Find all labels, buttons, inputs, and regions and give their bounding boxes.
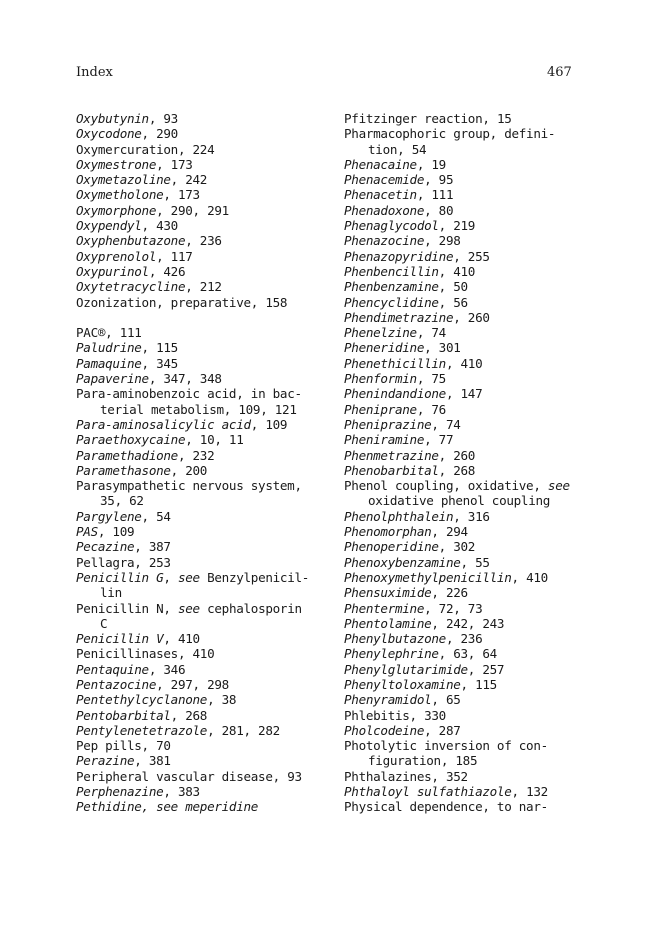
index-term: Phenformin xyxy=(344,371,417,387)
index-term: Oxytetracycline xyxy=(76,279,186,295)
index-pages: , 297, 298 xyxy=(156,676,229,692)
index-entry xyxy=(76,111,336,126)
see-target: cephalosporin xyxy=(199,600,302,616)
index-entry xyxy=(76,539,336,554)
index-pages: , 132 xyxy=(511,784,548,800)
index-entry xyxy=(344,769,614,784)
index-entry xyxy=(76,662,336,677)
index-term: Ozonization, preparative xyxy=(76,294,251,310)
index-pages: , 281, 282 xyxy=(207,722,280,738)
index-term: Phenadoxone xyxy=(344,202,425,218)
index-pages: , 80 xyxy=(424,202,454,218)
index-entry xyxy=(76,218,336,233)
index-term: Phenylephrine xyxy=(344,646,439,662)
index-entry xyxy=(76,784,336,799)
index-term: Phenethicillin xyxy=(344,355,446,371)
index-term: Phenoxybenzamine xyxy=(344,554,461,570)
index-pages: , 242, 243 xyxy=(431,615,505,631)
index-term: Phentolamine xyxy=(344,615,432,631)
index-entry-continuation: 35, 62 xyxy=(100,493,144,509)
index-pages: , 410 xyxy=(177,646,215,662)
index-pages: , 290 xyxy=(141,126,178,142)
index-entry xyxy=(76,187,336,202)
index-term: Parasympathetic nervous system xyxy=(76,478,295,494)
index-term: Paludrine xyxy=(76,340,142,356)
index-entry xyxy=(344,585,614,600)
index-pages: , 70 xyxy=(141,738,171,754)
index-entry xyxy=(76,203,336,218)
index-entry xyxy=(76,325,336,340)
index-term: Pentylenetetrazole xyxy=(76,722,208,738)
index-entry xyxy=(344,417,614,432)
index-entry xyxy=(76,448,336,463)
index-entry xyxy=(76,386,336,417)
index-pages: , xyxy=(163,569,178,585)
index-pages: , 268 xyxy=(170,707,208,723)
index-pages: , 426 xyxy=(148,263,186,279)
index-entry xyxy=(344,539,614,554)
index-entry xyxy=(76,279,336,294)
index-entry xyxy=(76,142,336,157)
index-entry xyxy=(344,279,614,294)
index-pages: , 72, 73 xyxy=(424,600,483,616)
index-pages: , 236 xyxy=(445,631,483,647)
index-entry xyxy=(344,662,614,677)
index-entry xyxy=(344,386,614,401)
index-term: Phthalazines xyxy=(344,768,432,784)
index-entry xyxy=(76,723,336,738)
index-entry-continuation: tion, 54 xyxy=(368,141,427,157)
index-entry xyxy=(344,692,614,707)
index-pages: , 287 xyxy=(424,722,461,738)
index-entry xyxy=(76,126,336,141)
index-term: Physical dependence, to nar- xyxy=(344,799,548,815)
index-pages: , 226 xyxy=(431,585,468,601)
index-term: Pep pills xyxy=(76,738,142,754)
index-term: Phlebitis xyxy=(344,707,410,723)
index-term: Phentermine xyxy=(344,600,425,616)
index-term: Phenacaine xyxy=(344,156,417,172)
index-term: Oxymercuration xyxy=(76,141,178,157)
index-entry-continuation: terial metabolism, 109, 121 xyxy=(100,401,297,417)
index-pages: , 255 xyxy=(453,248,490,264)
index-pages: , 74 xyxy=(431,416,461,432)
index-pages: , 93 xyxy=(148,111,178,126)
index-term: Perphenazine xyxy=(76,784,164,800)
index-pages: , 430 xyxy=(141,218,178,234)
index-term: Phenaglycodol xyxy=(344,218,439,234)
index-entry xyxy=(344,677,614,692)
index-term: Phendimetrazine xyxy=(344,309,454,325)
index-entry xyxy=(76,509,336,524)
index-pages: , 111 xyxy=(105,325,142,341)
index-term: Oxymorphone xyxy=(76,202,157,218)
index-pages: , 95 xyxy=(424,172,454,188)
index-term: Phenbencillin xyxy=(344,263,439,279)
index-pages: , 19 xyxy=(416,156,446,172)
index-entry xyxy=(76,631,336,646)
index-term: Phenoxymethylpenicillin xyxy=(344,569,512,585)
index-entry xyxy=(76,570,336,601)
index-pages: , 347, 348 xyxy=(148,371,222,387)
index-pages: , 224 xyxy=(177,141,215,157)
index-entry-continuation: C xyxy=(100,615,108,631)
index-entry xyxy=(76,157,336,172)
index-entry xyxy=(76,601,336,632)
index-entry xyxy=(76,432,336,447)
index-term: Pentethylcyclanone xyxy=(76,692,208,708)
index-entry xyxy=(344,310,614,325)
running-header-section: Index xyxy=(76,65,113,80)
index-pages: , 147 xyxy=(445,386,483,402)
index-term: Oxymetazoline xyxy=(76,172,171,188)
index-term: Oxycodone xyxy=(76,126,142,142)
see-target: Benzylpenicil- xyxy=(199,569,310,585)
index-term: Phensuximide xyxy=(344,585,432,601)
index-entry xyxy=(344,111,614,126)
index-pages: , 260 xyxy=(453,309,490,325)
index-pages: , 381 xyxy=(134,753,171,769)
index-entry xyxy=(344,264,614,279)
index-term: Phenyramidol xyxy=(344,692,432,708)
index-term: Penicillinases xyxy=(76,646,178,662)
index-term: Oxyprenolol xyxy=(76,248,157,264)
index-pages: , 93 xyxy=(272,768,302,784)
index-term: Phenindandione xyxy=(344,386,446,402)
index-pages: , 75 xyxy=(416,371,446,387)
index-entry xyxy=(344,448,614,463)
index-entry xyxy=(344,233,614,248)
index-term: Pethidine, see meperidine xyxy=(76,799,259,815)
index-term: Phenolphthalein xyxy=(344,508,454,524)
index-term: Pecazine xyxy=(76,539,135,555)
index-pages: , 346 xyxy=(148,661,186,677)
index-entry xyxy=(344,218,614,233)
index-pages: , 410 xyxy=(163,631,200,647)
index-entry xyxy=(76,249,336,264)
index-pages: , in bac- xyxy=(236,386,302,402)
index-pages: , 109 xyxy=(250,416,288,432)
index-term: Phthaloyl sulfathiazole xyxy=(344,784,512,800)
see-reference: see xyxy=(177,600,200,616)
index-pages: , 257 xyxy=(467,661,505,677)
index-pages: , 294 xyxy=(431,524,468,540)
index-pages: , 173 xyxy=(163,187,200,203)
index-pages: , 212 xyxy=(185,279,222,295)
index-pages: , 330 xyxy=(409,707,446,723)
index-term: Phenazopyridine xyxy=(344,248,454,264)
index-term: Paraethoxycaine xyxy=(76,432,186,448)
index-pages: , 115 xyxy=(460,676,497,692)
index-pages: , 117 xyxy=(156,248,193,264)
index-entry xyxy=(344,402,614,417)
index-entry xyxy=(76,478,336,509)
index-entry xyxy=(344,340,614,355)
index-entry-continuation: lin xyxy=(100,585,122,601)
index-pages: , 301 xyxy=(424,340,461,356)
index-term: Oxypurinol xyxy=(76,263,149,279)
index-pages: , 242 xyxy=(170,172,208,188)
index-pages: , 15 xyxy=(482,111,512,126)
index-entry xyxy=(76,769,336,784)
index-entry xyxy=(76,264,336,279)
index-term: Phenacemide xyxy=(344,172,425,188)
index-entry xyxy=(344,799,614,814)
index-entry xyxy=(344,432,614,447)
index-entry-continuation: figuration, 185 xyxy=(368,753,478,769)
index-entry xyxy=(344,203,614,218)
index-term: Pheneridine xyxy=(344,340,425,356)
index-pages: , 54 xyxy=(141,508,171,524)
index-entry xyxy=(76,172,336,187)
index-pages: , 410 xyxy=(438,263,476,279)
index-entry xyxy=(344,325,614,340)
index-entry xyxy=(76,417,336,432)
index-pages: , 232 xyxy=(177,447,215,463)
index-entry xyxy=(344,371,614,386)
index-pages: , 410 xyxy=(445,355,483,371)
index-term: Phencyclidine xyxy=(344,294,439,310)
index-pages: , 77 xyxy=(424,432,454,448)
index-term: Pamaquine xyxy=(76,355,142,371)
index-entry xyxy=(76,233,336,248)
page-number: 467 xyxy=(547,65,572,80)
index-pages: , 10, 11 xyxy=(185,432,244,448)
index-pages: , 410 xyxy=(511,569,548,585)
index-entry xyxy=(76,463,336,478)
index-entry xyxy=(344,555,614,570)
index-term: Phenylbutazone xyxy=(344,631,446,647)
index-term: PAC® xyxy=(76,325,106,341)
index-pages: , xyxy=(294,478,302,494)
index-pages: , 387 xyxy=(134,539,171,555)
index-entry xyxy=(344,524,614,539)
index-term: Para-aminosalicylic acid xyxy=(76,416,251,432)
index-entry xyxy=(344,295,614,310)
index-pages: , 50 xyxy=(438,279,468,295)
index-pages: , 316 xyxy=(453,508,490,524)
index-entry xyxy=(344,187,614,202)
index-column-left xyxy=(76,111,336,815)
index-pages: , 173 xyxy=(156,156,193,172)
index-pages: , xyxy=(533,478,548,494)
index-entry xyxy=(344,478,614,509)
index-entry xyxy=(344,463,614,478)
index-entry xyxy=(344,631,614,646)
index-pages: , xyxy=(163,600,178,616)
index-entry xyxy=(76,371,336,386)
index-pages: , 268 xyxy=(438,462,476,478)
index-pages: , 158 xyxy=(250,294,288,310)
index-entry xyxy=(344,356,614,371)
index-pages: , 383 xyxy=(163,784,200,800)
index-pages: , 236 xyxy=(185,233,222,249)
index-entry xyxy=(344,126,614,157)
index-term: Pfitzinger reaction xyxy=(344,111,483,126)
index-term: Pheniprane xyxy=(344,401,417,417)
index-term: Phenazocine xyxy=(344,233,425,249)
see-reference: see xyxy=(177,569,200,585)
index-term: Penicillin G xyxy=(76,569,164,585)
index-pages: , 302 xyxy=(438,539,476,555)
index-entry xyxy=(76,708,336,723)
index-term: Phenol coupling, oxidative xyxy=(344,478,534,494)
index-entry xyxy=(344,570,614,585)
index-term: Pentobarbital xyxy=(76,707,171,723)
index-term: Papaverine xyxy=(76,371,149,387)
index-term: PAS xyxy=(76,524,98,540)
index-pages: , 56 xyxy=(438,294,468,310)
index-term: Phenyltoloxamine xyxy=(344,676,461,692)
index-term: Pentazocine xyxy=(76,676,157,692)
index-term: Photolytic inversion of con- xyxy=(344,738,548,754)
index-term: Phenomorphan xyxy=(344,524,432,540)
index-entry xyxy=(344,708,614,723)
index-entry xyxy=(76,524,336,539)
index-entry xyxy=(76,753,336,768)
index-entry xyxy=(344,784,614,799)
index-pages: , 253 xyxy=(134,554,171,570)
index-column-right xyxy=(344,111,614,815)
index-term: Paramethadione xyxy=(76,447,178,463)
index-pages: , 65 xyxy=(431,692,461,708)
index-entry xyxy=(76,340,336,355)
index-term: Oxypendyl xyxy=(76,218,142,234)
see-reference: see xyxy=(547,478,570,494)
index-entry xyxy=(76,646,336,661)
index-entry xyxy=(76,677,336,692)
index-entry-continuation: oxidative phenol coupling xyxy=(368,493,551,509)
index-term: Peripheral vascular disease xyxy=(76,768,273,784)
index-pages: , 74 xyxy=(416,325,446,341)
index-term: Pholcodeine xyxy=(344,722,425,738)
index-pages: , 63, 64 xyxy=(438,646,497,662)
index-entry xyxy=(344,616,614,631)
index-pages: , 345 xyxy=(141,355,178,371)
index-entry xyxy=(344,738,614,769)
index-pages: , 298 xyxy=(424,233,461,249)
index-entry xyxy=(344,509,614,524)
index-term: Phenoperidine xyxy=(344,539,439,555)
index-term: Pharmacophoric group, defini- xyxy=(344,126,556,142)
index-entry xyxy=(344,249,614,264)
index-entry xyxy=(344,723,614,738)
index-term: Phenelzine xyxy=(344,325,417,341)
index-term: Pargylene xyxy=(76,508,142,524)
index-term: Pentaquine xyxy=(76,661,149,677)
index-entry xyxy=(76,692,336,707)
index-term: Paramethasone xyxy=(76,462,171,478)
index-entry xyxy=(76,799,336,814)
index-pages: , 76 xyxy=(416,401,446,417)
index-pages: , 111 xyxy=(416,187,454,203)
index-pages: , 290, 291 xyxy=(156,202,229,218)
index-term: Penicillin V xyxy=(76,631,164,647)
index-entry xyxy=(344,157,614,172)
index-entry xyxy=(76,295,336,310)
index-entry xyxy=(76,555,336,570)
index-pages: , 260 xyxy=(438,447,476,463)
index-entry xyxy=(344,601,614,616)
index-term: Oxymetholone xyxy=(76,187,164,203)
index-entry xyxy=(76,356,336,371)
index-term: Pheniramine xyxy=(344,432,425,448)
index-term: Phenacetin xyxy=(344,187,417,203)
index-entry xyxy=(76,738,336,753)
index-term: Pheniprazine xyxy=(344,416,432,432)
index-term: Oxymestrone xyxy=(76,156,157,172)
index-pages: , 352 xyxy=(431,768,468,784)
index-pages: , 115 xyxy=(141,340,178,356)
index-term: Perazine xyxy=(76,753,135,769)
index-entry xyxy=(344,172,614,187)
index-pages: , 219 xyxy=(438,218,476,234)
index-pages: , 55 xyxy=(460,554,490,570)
index-term: Phenobarbital xyxy=(344,462,439,478)
index-pages: , 38 xyxy=(207,692,237,708)
index-term: Penicillin N xyxy=(76,600,164,616)
index-term: Phenmetrazine xyxy=(344,447,439,463)
index-term: Oxyphenbutazone xyxy=(76,233,186,249)
index-term: Phenylglutarimide xyxy=(344,661,468,677)
index-term: Para-aminobenzoic acid xyxy=(76,386,237,402)
index-term: Oxybutynin xyxy=(76,111,149,126)
index-term: Pellagra xyxy=(76,554,135,570)
index-term: Phenbenzamine xyxy=(344,279,439,295)
index-pages: , 200 xyxy=(170,462,208,478)
index-entry xyxy=(344,646,614,661)
index-pages: , 109 xyxy=(97,524,135,540)
